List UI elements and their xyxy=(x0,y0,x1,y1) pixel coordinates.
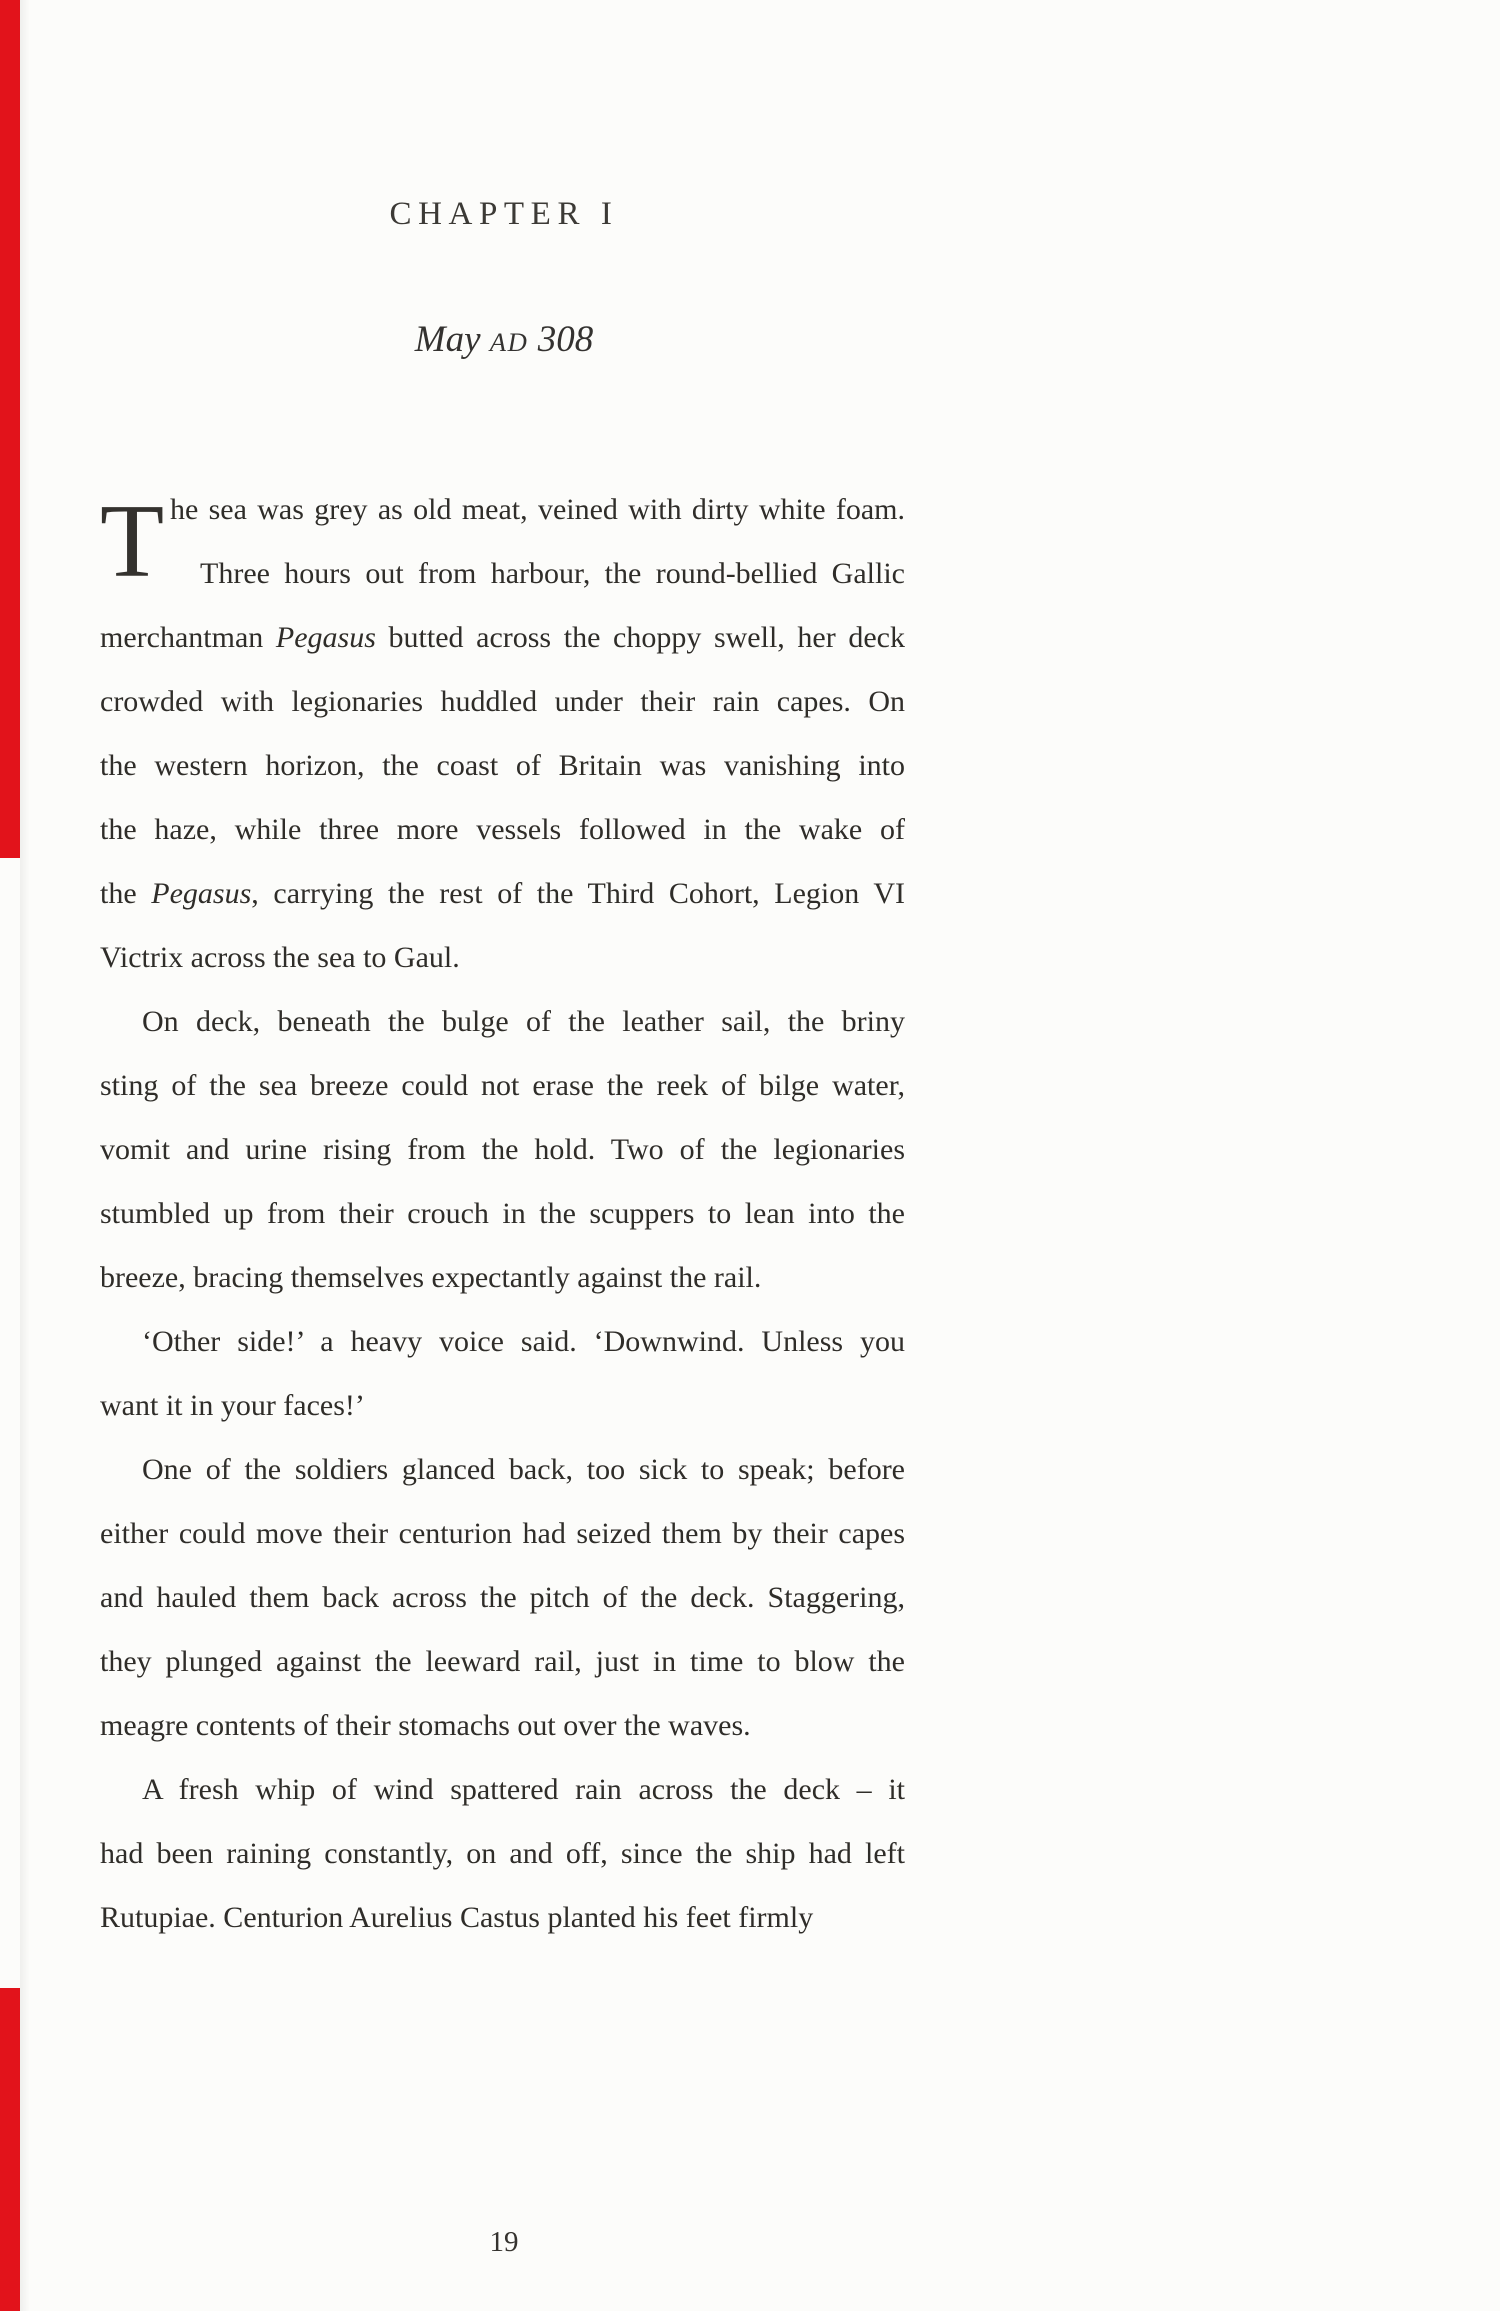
dateline-month: May xyxy=(414,319,490,360)
body-text xyxy=(100,478,905,1950)
drop-cap: T xyxy=(100,482,165,599)
chapter-heading: CHAPTER I xyxy=(389,196,619,232)
text-line: vomit and urine rising from the hold. Two of the legionaries xyxy=(100,1133,905,1166)
text-line: the Pegasus, carrying the rest of the Third Cohort, Legion VI xyxy=(100,877,905,910)
text-line: Rutupiae. Centurion Aurelius Castus planted his feet firmly xyxy=(100,1901,814,1934)
text-line: merchantman Pegasus butted across the choppy swell, her deck xyxy=(100,621,905,654)
text-line: Three hours out from harbour, the round-bellied Gallic xyxy=(200,557,905,590)
text-line: meagre contents of their stomachs out over the waves. xyxy=(100,1709,751,1742)
text-line: Victrix across the sea to Gaul. xyxy=(100,941,460,974)
paragraph xyxy=(100,478,905,990)
text-line: A fresh whip of wind spattered rain across the deck – it xyxy=(142,1773,905,1806)
paragraph xyxy=(100,1310,905,1438)
text-line: the haze, while three more vessels followed in the wake of xyxy=(100,813,905,846)
page-number: 19 xyxy=(489,2226,519,2258)
text-line: want it in your faces!’ xyxy=(100,1389,365,1422)
text-line: breeze, bracing themselves expectantly against the rail. xyxy=(100,1261,762,1294)
chapter-dateline xyxy=(100,318,908,361)
text-line: One of the soldiers glanced back, too sick to speak; before xyxy=(142,1453,905,1486)
text-line: ‘Other side!’ a heavy voice said. ‘Downwind. Unless you xyxy=(142,1325,905,1358)
text-line: sting of the sea breeze could not erase the reek of bilge water, xyxy=(100,1069,905,1102)
paragraph xyxy=(100,1758,905,1950)
text-line: either could move their centurion had seized them by their capes xyxy=(100,1517,905,1550)
text-line: the western horizon, the coast of Britain was vanishing into xyxy=(100,749,905,782)
dateline-era: AD xyxy=(489,327,529,357)
italic-text: Pegasus xyxy=(151,877,252,910)
cover-edge-bottom xyxy=(0,1988,20,2311)
text-line: stumbled up from their crouch in the scuppers to lean into the xyxy=(100,1197,905,1230)
cover-edge-top xyxy=(0,0,20,858)
text-line: and hauled them back across the pitch of the deck. Staggering, xyxy=(100,1581,905,1614)
scan-edge-shadow xyxy=(20,0,30,2311)
italic-text: Pegasus xyxy=(275,621,376,654)
page-content xyxy=(100,0,908,2311)
text-line: they plunged against the leeward rail, just in time to blow the xyxy=(100,1645,905,1678)
text-line: he sea was grey as old meat, veined with dirty white foam. xyxy=(170,493,905,526)
text-line: had been raining constantly, on and off, since the ship had left xyxy=(100,1837,905,1870)
paragraph xyxy=(100,1438,905,1758)
text-line: crowded with legionaries huddled under their rain capes. On xyxy=(100,685,905,718)
paragraph xyxy=(100,990,905,1310)
dateline-year: 308 xyxy=(528,319,594,360)
text-line: On deck, beneath the bulge of the leather sail, the briny xyxy=(142,1005,905,1038)
